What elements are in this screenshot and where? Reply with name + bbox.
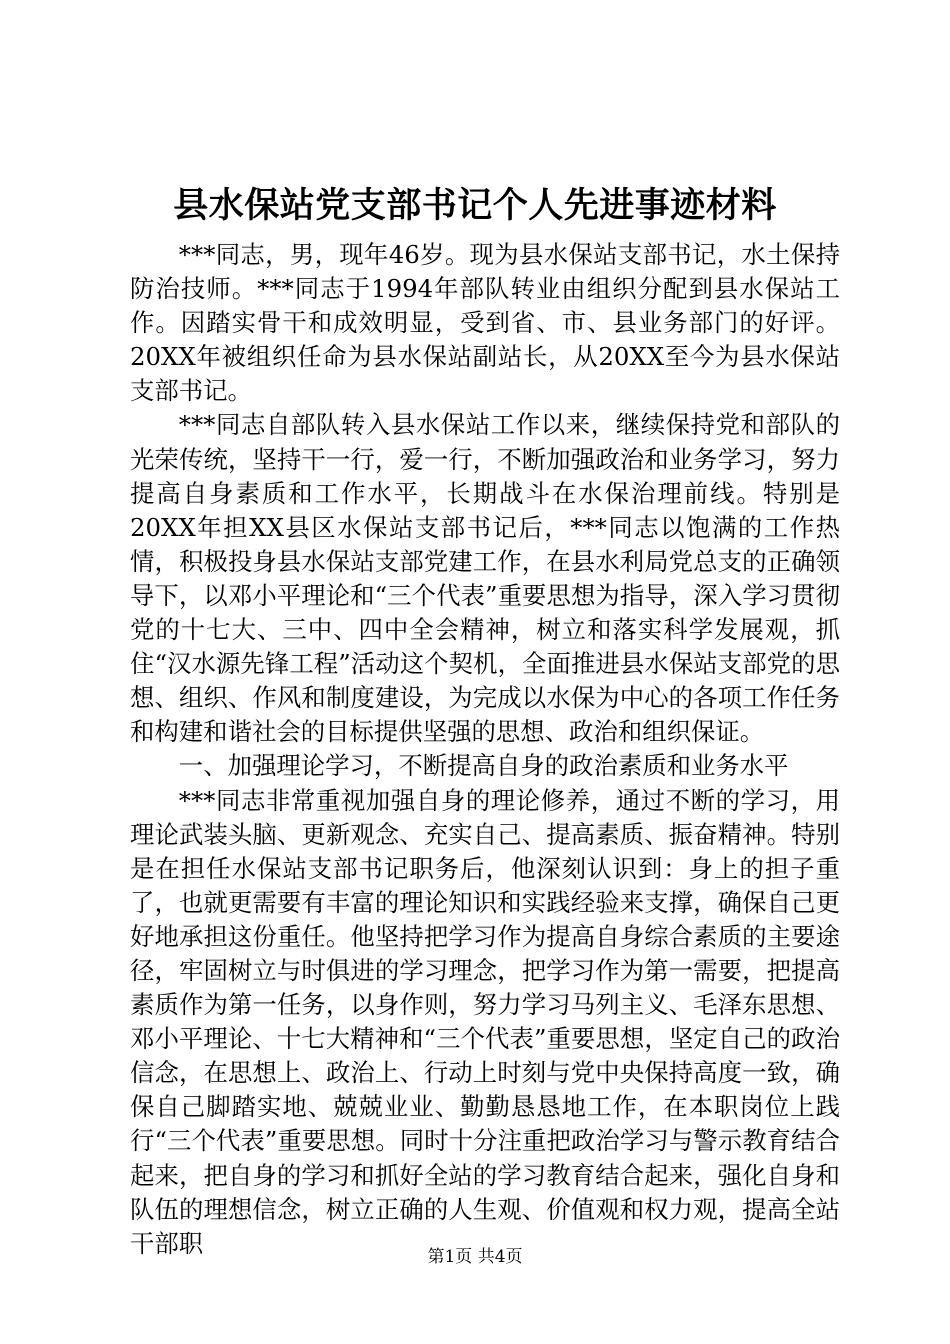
paragraph-section-1: ***同志非常重视加强自身的理论修养，通过不断的学习，用理论武装头脑、更新观念、充实自己、提高素质、振奋精神。特别是在担任水保站支部书记职务后，他深刻认识到：身上的担子重了，也就更需要有丰富的理论知识和实践经验来支撑，确保自己更好地承担这份重任。他坚持把学习作为提高自身综合素质的主要途径，牢固树立与时俱进的学习理念，把学习作为第一需要，把提高素质作为第一任务，以身作则，努力学习马列主义、毛泽东思想、邓小平理论、十七大精神和“三个代表”重要思想，坚定自己的政治信念，在思想上、政治上、行动上时刻与党中央保持高度一致，确保自己脚踏实地、兢兢业业、勤勤恳恳地工作，在本职岗位上践行“三个代表”重要思想。同时十分注重把政治学习与警示教育结合起来，把自身的学习和抓好全站的学习教育结合起来，强化自身和队伍的理想信念，树立正确的人生观、价值观和权力观，提高全站干部职 xyxy=(130,785,840,1258)
paragraph-intro: ***同志，男，现年46岁。现为县水保站支部书记，水土保持防治技师。***同志于1994年部队转业由组织分配到县水保站工作。因踏实骨干和成效明显，受到省、市、县业务部门的好评。20XX年被组织任命为县水保站副站长，从20XX至今为县水保站支部书记。 xyxy=(130,240,840,406)
page-footer: 第1页 共4页 xyxy=(427,1247,523,1267)
document-body xyxy=(130,238,840,1261)
document-title: 县水保站党支部书记个人先进事迹材料 xyxy=(173,185,777,226)
section-heading-1: 一、加强理论学习，不断提高自身的政治素质和业务水平 xyxy=(178,751,789,781)
paragraph-background: ***同志自部队转入县水保站工作以来，继续保持党和部队的光荣传统，坚持干一行，爱一行，不断加强政治和业务学习，努力提高自身素质和工作水平，长期战斗在水保治理前线。特别是20XX年担XX县区水保站支部书记后，***同志以饱满的工作热情，积极投身县水保站支部党建工作，在县水利局党总支的正确领导下，以邓小平理论和“三个代表”重要思想为指导，深入学习贯彻党的十七大、三中、四中全会精神，树立和落实科学发展观，抓住“汉水源先锋工程”活动这个契机，全面推进县水保站支部党的思想、组织、作风和制度建设，为完成以水保为中心的各项工作任务和构建和谐社会的目标提供坚强的思想、政治和组织保证。 xyxy=(130,410,840,747)
